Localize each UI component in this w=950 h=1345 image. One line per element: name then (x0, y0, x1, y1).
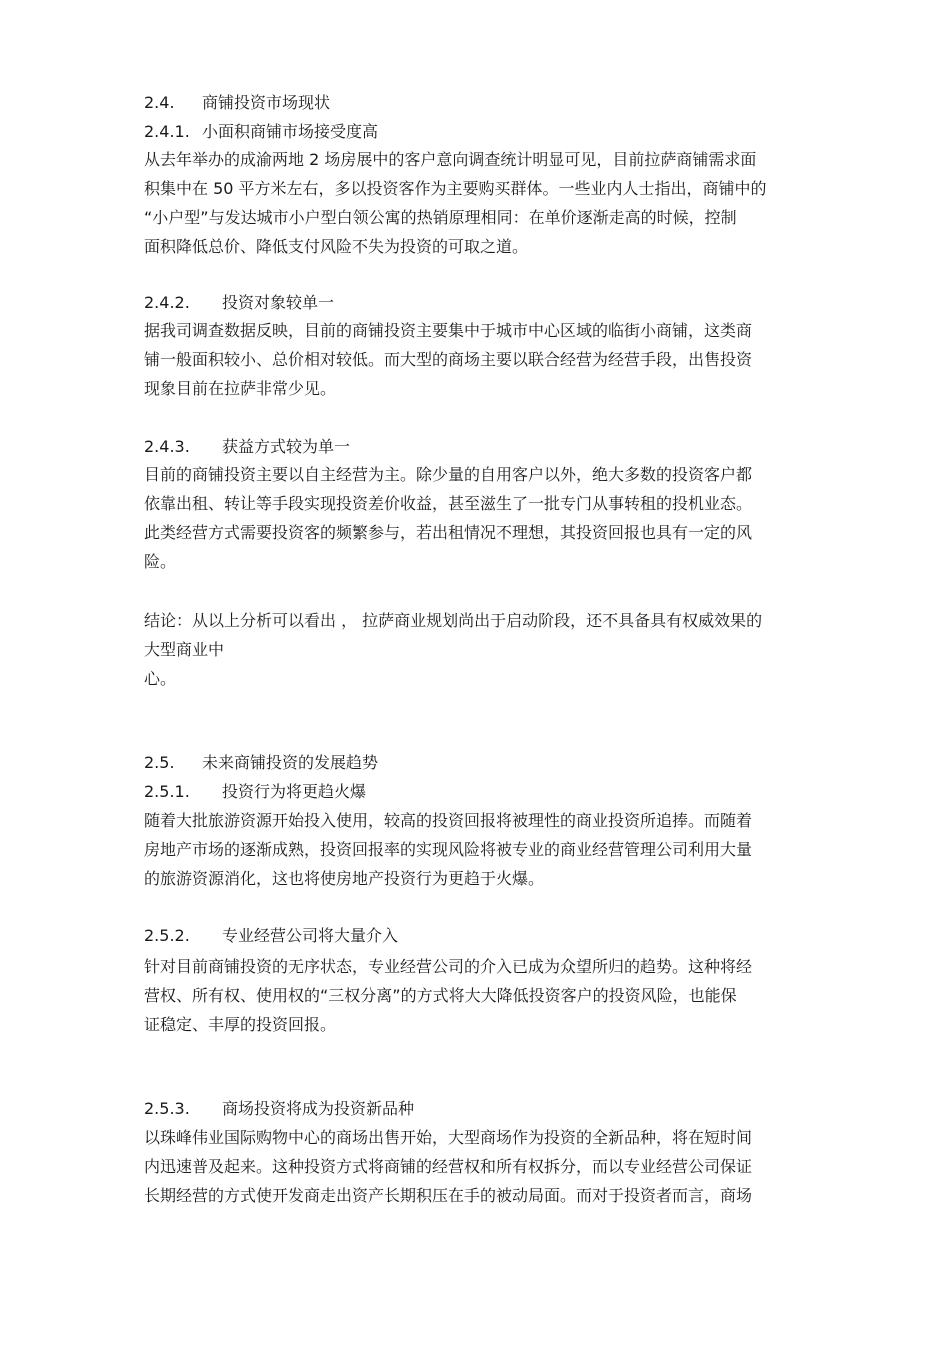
paragraph (144, 952, 844, 1039)
subsection-heading (144, 1098, 414, 1120)
paragraph (144, 316, 844, 403)
text-line: 积集中在 50 平方米左右，多以投资客作为主要购买群体。一些业内人士指出，商铺中的 (144, 179, 767, 198)
text-line: 针对目前商铺投资的无序状态，专业经营公司的介入已成为众望所归的趋势。这种将经 (144, 957, 753, 976)
conclusion-paragraph (144, 606, 864, 693)
subsection-number: 2.4.1. (144, 122, 190, 141)
text-line: 铺一般面积较小、总价相对较低。而大型的商场主要以联合经营为经营手段，出售投资 (144, 350, 753, 369)
paragraph (144, 1123, 844, 1210)
text-line: 证稳定、丰厚的投资回报。 (144, 1015, 337, 1034)
subsection-number: 2.5.2. (144, 926, 190, 945)
section-heading (144, 752, 378, 774)
subsection-title: 专业经营公司将大量介入 (222, 926, 399, 945)
text-line: 营权、所有权、使用权的“三权分离”的方式将大大降低投资客户的投资风险，也能保 (144, 986, 737, 1005)
text-line: 据我司调查数据反映，目前的商铺投资主要集中于城市中心区域的临街小商铺，这类商 (144, 321, 753, 340)
subsection-title: 获益方式较为单一 (222, 437, 351, 456)
text-line: “小户型”与发达城市小户型白领公寓的热销原理相同：在单价逐渐走高的时候，控制 (144, 208, 737, 227)
text-line: 长期经营的方式使开发商走出资产长期积压在手的被动局面。而对于投资者而言，商场 (144, 1186, 753, 1205)
subsection-heading (144, 781, 366, 803)
section-title: 商铺投资市场现状 (202, 93, 331, 112)
text-line: 大型商业中 (144, 640, 225, 659)
text-line: 此类经营方式需要投资客的频繁参与，若出租情况不理想，其投资回报也具有一定的风 (144, 523, 753, 542)
text-line: 的旅游资源消化，这也将使房地产投资行为更趋于火爆。 (144, 869, 545, 888)
paragraph (144, 806, 844, 893)
text-line: 现象目前在拉萨非常少见。 (144, 379, 337, 398)
section-number: 2.5. (144, 753, 175, 772)
text-line: 房地产市场的逐渐成熟，投资回报率的实现风险将被专业的商业经营管理公司利用大量 (144, 840, 753, 859)
subsection-title: 小面积商铺市场接受度高 (202, 122, 379, 141)
paragraph (144, 460, 844, 576)
text-line: 结论：从以上分析可以看出 ， 拉萨商业规划尚出于启动阶段，还不具备具有权威效果的 (144, 611, 763, 630)
section-heading (144, 92, 330, 114)
subsection-number: 2.5.1. (144, 782, 190, 801)
text-line: 从去年举办的成渝两地 2 场房展中的客户意向调查统计明显可见，目前拉萨商铺需求面 (144, 150, 757, 169)
text-line: 随着大批旅游资源开始投入使用，较高的投资回报将被理性的商业投资所追捧。而随着 (144, 811, 753, 830)
text-line: 目前的商铺投资主要以自主经营为主。除少量的自用客户以外，绝大多数的投资客户都 (144, 465, 753, 484)
subsection-title: 投资对象较单一 (222, 293, 335, 312)
subsection-heading (144, 436, 350, 458)
text-line: 心。 (144, 669, 177, 688)
text-line: 面积降低总价、降低支付风险不失为投资的可取之道。 (144, 237, 529, 256)
subsection-heading (144, 292, 334, 314)
subsection-heading (144, 925, 398, 947)
subsection-number: 2.4.3. (144, 437, 190, 456)
text-line: 险。 (144, 552, 177, 571)
subsection-heading (144, 121, 378, 143)
subsection-number: 2.4.2. (144, 293, 190, 312)
paragraph (144, 145, 844, 261)
section-number: 2.4. (144, 93, 175, 112)
subsection-title: 商场投资将成为投资新品种 (222, 1099, 415, 1118)
section-title: 未来商铺投资的发展趋势 (202, 753, 379, 772)
text-line: 依靠出租、转让等手段实现投资差价收益，甚至滋生了一批专门从事转租的投机业态。 (144, 494, 753, 513)
subsection-title: 投资行为将更趋火爆 (222, 782, 367, 801)
text-line: 以珠峰伟业国际购物中心的商场出售开始，大型商场作为投资的全新品种，将在短时间 (144, 1128, 753, 1147)
text-line: 内迅速普及起来。这种投资方式将商铺的经营权和所有权拆分，而以专业经营公司保证 (144, 1157, 753, 1176)
subsection-number: 2.5.3. (144, 1099, 190, 1118)
